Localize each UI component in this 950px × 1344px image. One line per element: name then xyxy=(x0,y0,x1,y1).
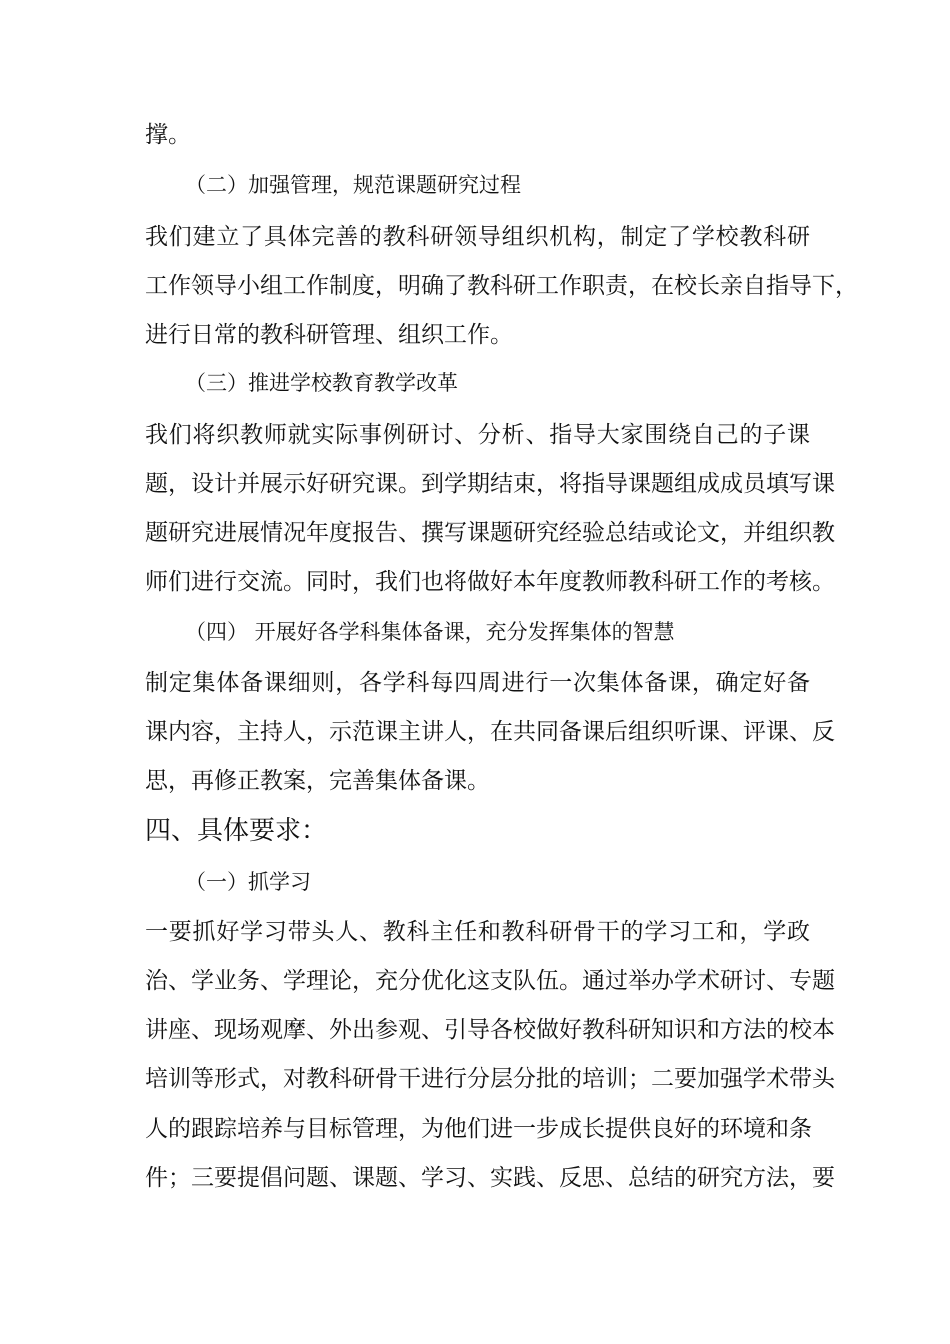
paragraph-line: 题研究进展情况年度报告、撰写课题研究经验总结或论文，并组织教 xyxy=(145,520,835,546)
paragraph-line: 我们建立了具体完善的教科研领导组织机构，制定了学校教科研 xyxy=(145,224,810,250)
paragraph-line: 撑。 xyxy=(145,122,191,148)
paragraph-line: 师们进行交流。同时，我们也将做好本年度教师教科研工作的考核。 xyxy=(145,569,835,595)
paragraph-line: 一要抓好学习带头人、教科主任和教科研骨干的学习工和，学政 xyxy=(145,919,810,945)
paragraph-line: 我们将织教师就实际事例研讨、分析、指导大家围绕自己的子课 xyxy=(145,422,810,448)
subsection-heading: （一）抓学习 xyxy=(185,870,311,894)
paragraph-line: 工作领导小组工作制度，明确了教科研工作职责，在校长亲自指导下， xyxy=(145,273,858,299)
paragraph-line: 治、学业务、学理论，充分优化这支队伍。通过举办学术研讨、专题 xyxy=(145,968,835,994)
subsection-heading: （二）加强管理，规范课题研究过程 xyxy=(185,173,521,197)
paragraph-line: 题，设计并展示好研究课。到学期结束，将指导课题组成成员填写课 xyxy=(145,471,835,497)
paragraph-line: 人的跟踪培养与目标管理，为他们进一步成长提供良好的环境和条 xyxy=(145,1116,812,1142)
subsection-heading: （三）推进学校教育教学改革 xyxy=(185,371,458,395)
paragraph-line: 课内容，主持人，示范课主讲人，在共同备课后组织听课、评课、反 xyxy=(145,719,835,745)
paragraph-line: 件；三要提倡问题、课题、学习、实践、反思、总结的研究方法，要 xyxy=(145,1165,835,1191)
paragraph-line: 培训等形式，对教科研骨干进行分层分批的培训；二要加强学术带头 xyxy=(145,1066,835,1092)
paragraph-line: 讲座、现场观摩、外出参观、引导各校做好教科研知识和方法的校本 xyxy=(145,1017,835,1043)
paragraph-line: 进行日常的教科研管理、组织工作。 xyxy=(145,322,513,348)
subsection-heading: （四） 开展好各学科集体备课，充分发挥集体的智慧 xyxy=(185,620,675,644)
section-heading: 四、具体要求： xyxy=(145,816,328,846)
paragraph-line: 制定集体备课细则，各学科每四周进行一次集体备课，确定好备 xyxy=(145,670,810,696)
paragraph-line: 思，再修正教案，完善集体备课。 xyxy=(145,768,490,794)
